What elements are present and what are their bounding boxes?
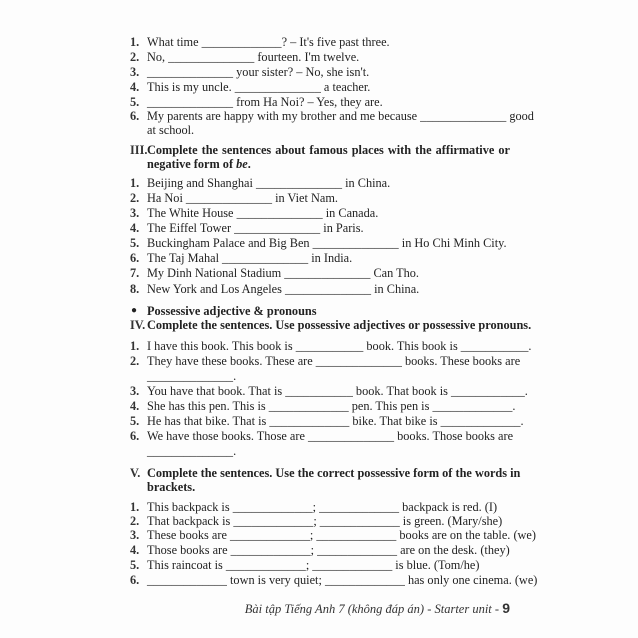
exercise-line: New York and Los Angeles ______________ in China.: [147, 282, 420, 296]
item-number: 4.: [130, 543, 140, 557]
exercise-line: That backpack is _____________; _____________ is green. (Mary/she): [147, 514, 503, 528]
section-heading: Complete the sentences. Use the correct possessive form of the words in: [147, 466, 521, 480]
exercise-line: The White House ______________ in Canada.: [147, 206, 379, 220]
item-number: 6.: [130, 429, 140, 443]
footer-text: Bài tập Tiếng Anh 7 (không đáp án) - Starter unit -: [244, 602, 503, 616]
exercise-line: He has that bike. That is _____________ bike. That bike is _____________.: [147, 414, 524, 428]
section-heading: negative form of be.: [147, 157, 251, 171]
exercise-line: My Dinh National Stadium ______________ Can Tho.: [147, 266, 420, 280]
page-number: 9: [502, 600, 510, 616]
exercise-line: Those books are _____________; _____________ are on the desk. (they): [147, 543, 510, 557]
item-number: 3.: [130, 528, 140, 542]
exercise-line: I have this book. This book is ___________ book. This book is ___________.: [147, 339, 532, 353]
item-number: 6.: [130, 251, 140, 265]
exercise-line: What time _____________? – It's five past three.: [147, 35, 390, 49]
item-number: 6.: [130, 573, 140, 587]
exercise-line: ______________.: [147, 444, 237, 458]
item-number: 1.: [130, 176, 140, 190]
exercise-line: She has this pen. This is _____________ pen. This pen is _____________.: [147, 399, 516, 413]
item-number: 3.: [130, 206, 140, 220]
exercise-line: These books are _____________; _____________ books are on the table. (we): [147, 528, 536, 542]
section-heading: Complete the sentences. Use possessive adjectives or possessive pronouns.: [147, 318, 532, 332]
item-number: 4.: [130, 399, 140, 413]
page-footer: [245, 600, 510, 617]
item-number: 1.: [130, 500, 140, 514]
exercise-line: No, ______________ fourteen. I'm twelve.: [147, 50, 360, 64]
item-number: 2.: [130, 50, 140, 64]
exercise-line: _____________ town is very quiet; _____________ has only one cinema. (we): [147, 573, 538, 587]
item-number: 1.: [130, 35, 140, 49]
exercise-line: This raincoat is _____________; _____________ is blue. (Tom/he): [147, 558, 480, 572]
exercise-line: ______________ from Ha Noi? – Yes, they are.: [147, 95, 383, 109]
item-number: 2.: [130, 354, 140, 368]
item-number: 5.: [130, 558, 140, 572]
section-number: IV.: [130, 318, 146, 332]
item-number: 1.: [130, 339, 140, 353]
exercise-line: The Eiffel Tower ______________ in Paris.: [147, 221, 364, 235]
item-number: 2.: [130, 191, 140, 205]
exercise-line: Beijing and Shanghai ______________ in China.: [147, 176, 391, 190]
exercise-line: Ha Noi ______________ in Viet Nam.: [147, 191, 338, 205]
exercise-line: They have these books. These are ______________ books. These books are: [147, 354, 521, 368]
bullet-icon: ●: [131, 305, 138, 316]
exercise-line: Buckingham Palace and Big Ben ______________ in Ho Chi Minh City.: [147, 236, 507, 250]
exercise-line: The Taj Mahal ______________ in India.: [147, 251, 353, 265]
item-number: 3.: [130, 65, 140, 79]
exercise-line: You have that book. That is ___________ book. That book is ____________.: [147, 384, 528, 398]
item-number: 5.: [130, 414, 140, 428]
item-number: 7.: [130, 266, 140, 280]
item-number: 4.: [130, 221, 140, 235]
section-number: III.: [130, 143, 148, 157]
item-number: 8.: [130, 282, 140, 296]
item-number: 3.: [130, 384, 140, 398]
item-number: 5.: [130, 236, 140, 250]
exercise-line: This backpack is _____________; _____________ backpack is red. (I): [147, 500, 498, 514]
exercise-line: This is my uncle. ______________ a teacher.: [147, 80, 371, 94]
section-heading: Complete the sentences about famous places with the affirmative or: [147, 143, 510, 157]
exercise-line: ______________ your sister? – No, she isn't.: [147, 65, 370, 79]
item-number: 2.: [130, 514, 140, 528]
exercise-line: at school.: [147, 123, 195, 137]
item-number: 4.: [130, 80, 140, 94]
section-heading: brackets.: [147, 480, 196, 494]
item-number: 6.: [130, 109, 140, 123]
exercise-line: My parents are happy with my brother and me because ______________ good: [147, 109, 534, 123]
exercise-line: We have those books. Those are ______________ books. Those books are: [147, 429, 514, 443]
subsection-title: Possessive adjective & pronouns: [147, 304, 317, 318]
item-number: 5.: [130, 95, 140, 109]
exercise-line: ______________.: [147, 369, 237, 383]
section-number: V.: [130, 466, 141, 480]
